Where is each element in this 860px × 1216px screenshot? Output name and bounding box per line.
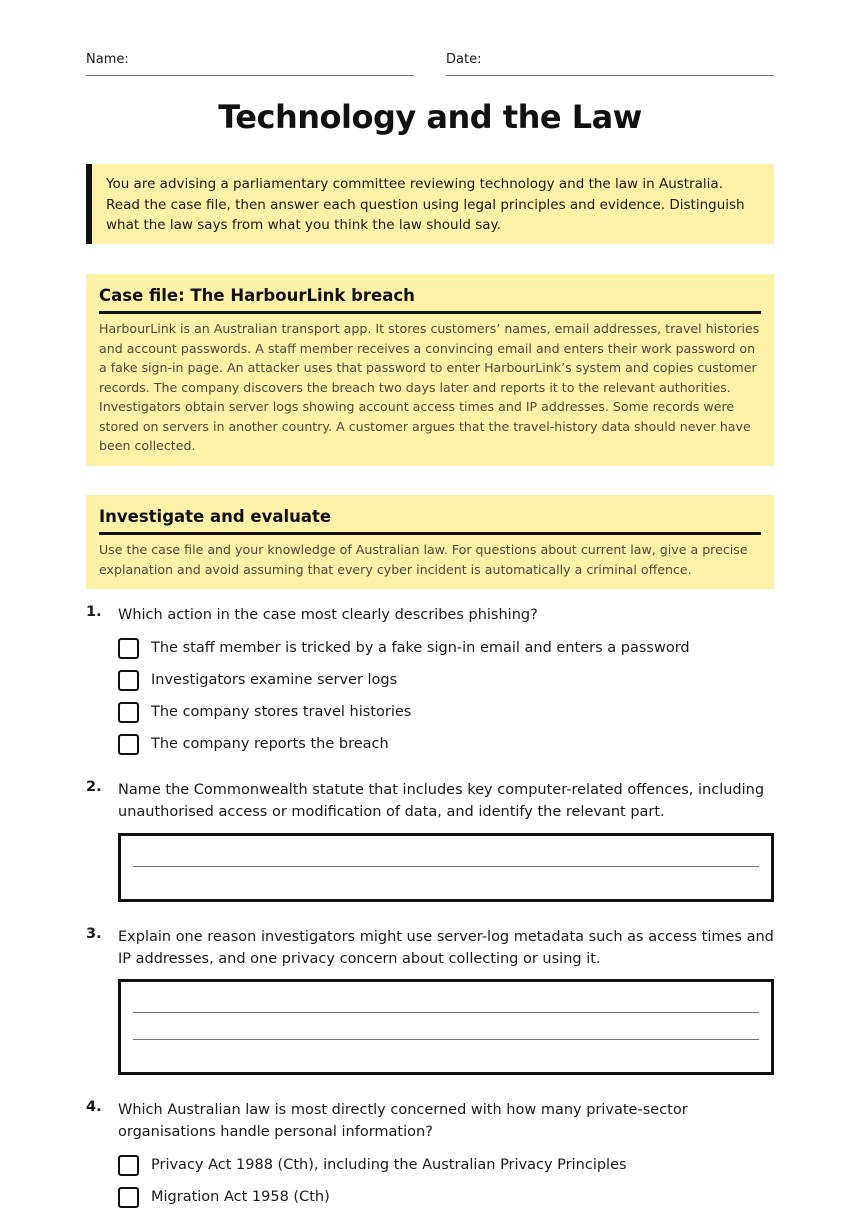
option-label: The company stores travel histories [151,704,412,720]
date-label: Date: [446,52,482,67]
option-label: Privacy Act 1988 (Cth), including the Australian Privacy Principles [151,1157,627,1173]
answer-option[interactable] [118,667,397,693]
question-number: 1. [86,604,102,620]
question-text: Which Australian law is most directly concerned with how many private-sector organisations handle personal information? [118,1102,688,1140]
date-field[interactable] [446,52,774,76]
writing-line [133,1039,759,1040]
page-title: Technology and the Law [218,98,642,136]
checkbox[interactable] [118,670,139,691]
checkbox[interactable] [118,702,139,723]
checkbox[interactable] [118,734,139,755]
answer-option[interactable] [118,635,690,661]
name-field[interactable] [86,52,414,76]
answer-option[interactable] [118,1184,330,1210]
investigate-panel [86,495,774,589]
checkbox[interactable] [118,1187,139,1208]
answer-option[interactable] [118,699,411,725]
intro-callout: You are advising a parliamentary committee reviewing technology and the law in Australia. Read the case file, then answer each question using legal principles and evidence. Distinguish what the law says from what you think the law should say. [86,164,774,244]
question-text: Which action in the case most clearly describes phishing? [118,607,538,623]
writing-line [133,1012,759,1013]
investigate-title: Investigate and evaluate [99,507,761,535]
checkbox[interactable] [118,638,139,659]
question-text: Name the Commonwealth statute that includes key computer-related offences, including unauthorised access or modification of data, and identify the relevant part. [118,782,765,820]
checkbox[interactable] [118,1155,139,1176]
option-label: Investigators examine server logs [151,672,398,688]
case-file-title: Case file: The HarbourLink breach [99,286,761,314]
answer-option[interactable] [118,1152,627,1178]
option-label: The staff member is tricked by a fake sign-in email and enters a password [151,640,690,656]
answer-box[interactable] [118,979,774,1075]
option-label: The company reports the breach [151,736,389,752]
name-label: Name: [86,52,129,67]
writing-line [133,866,759,867]
case-file-panel [86,274,774,466]
question-number: 2. [86,779,102,795]
student-info-row [86,52,774,76]
question-text: Explain one reason investigators might use server-log metadata such as access times and IP addresses, and one privacy concern about collecting or using it. [118,929,774,967]
answer-option[interactable] [118,731,389,757]
investigate-body: Use the case file and your knowledge of Australian law. For questions about current law, give a precise explanation and avoid assuming that every cyber incident is automatically a criminal offence. [99,542,748,577]
case-file-body: HarbourLink is an Australian transport app. It stores customers’ names, email addresses, travel histories and account passwords. A staff member receives a convincing email and enters their work password on a fake sign-in page. An attacker uses that password to enter HarbourLink’s system and copies customer records. The company discovers the breach two days later and reports it to the relevant authorities. Investigators obtain server logs showing account access times and IP addresses. Some records were stored on servers in another country. A customer argues that the travel-history data should never have been collected. [99,321,760,453]
option-label: Migration Act 1958 (Cth) [151,1189,330,1205]
answer-box[interactable] [118,833,774,902]
question-number: 3. [86,926,102,942]
question-number: 4. [86,1099,102,1115]
